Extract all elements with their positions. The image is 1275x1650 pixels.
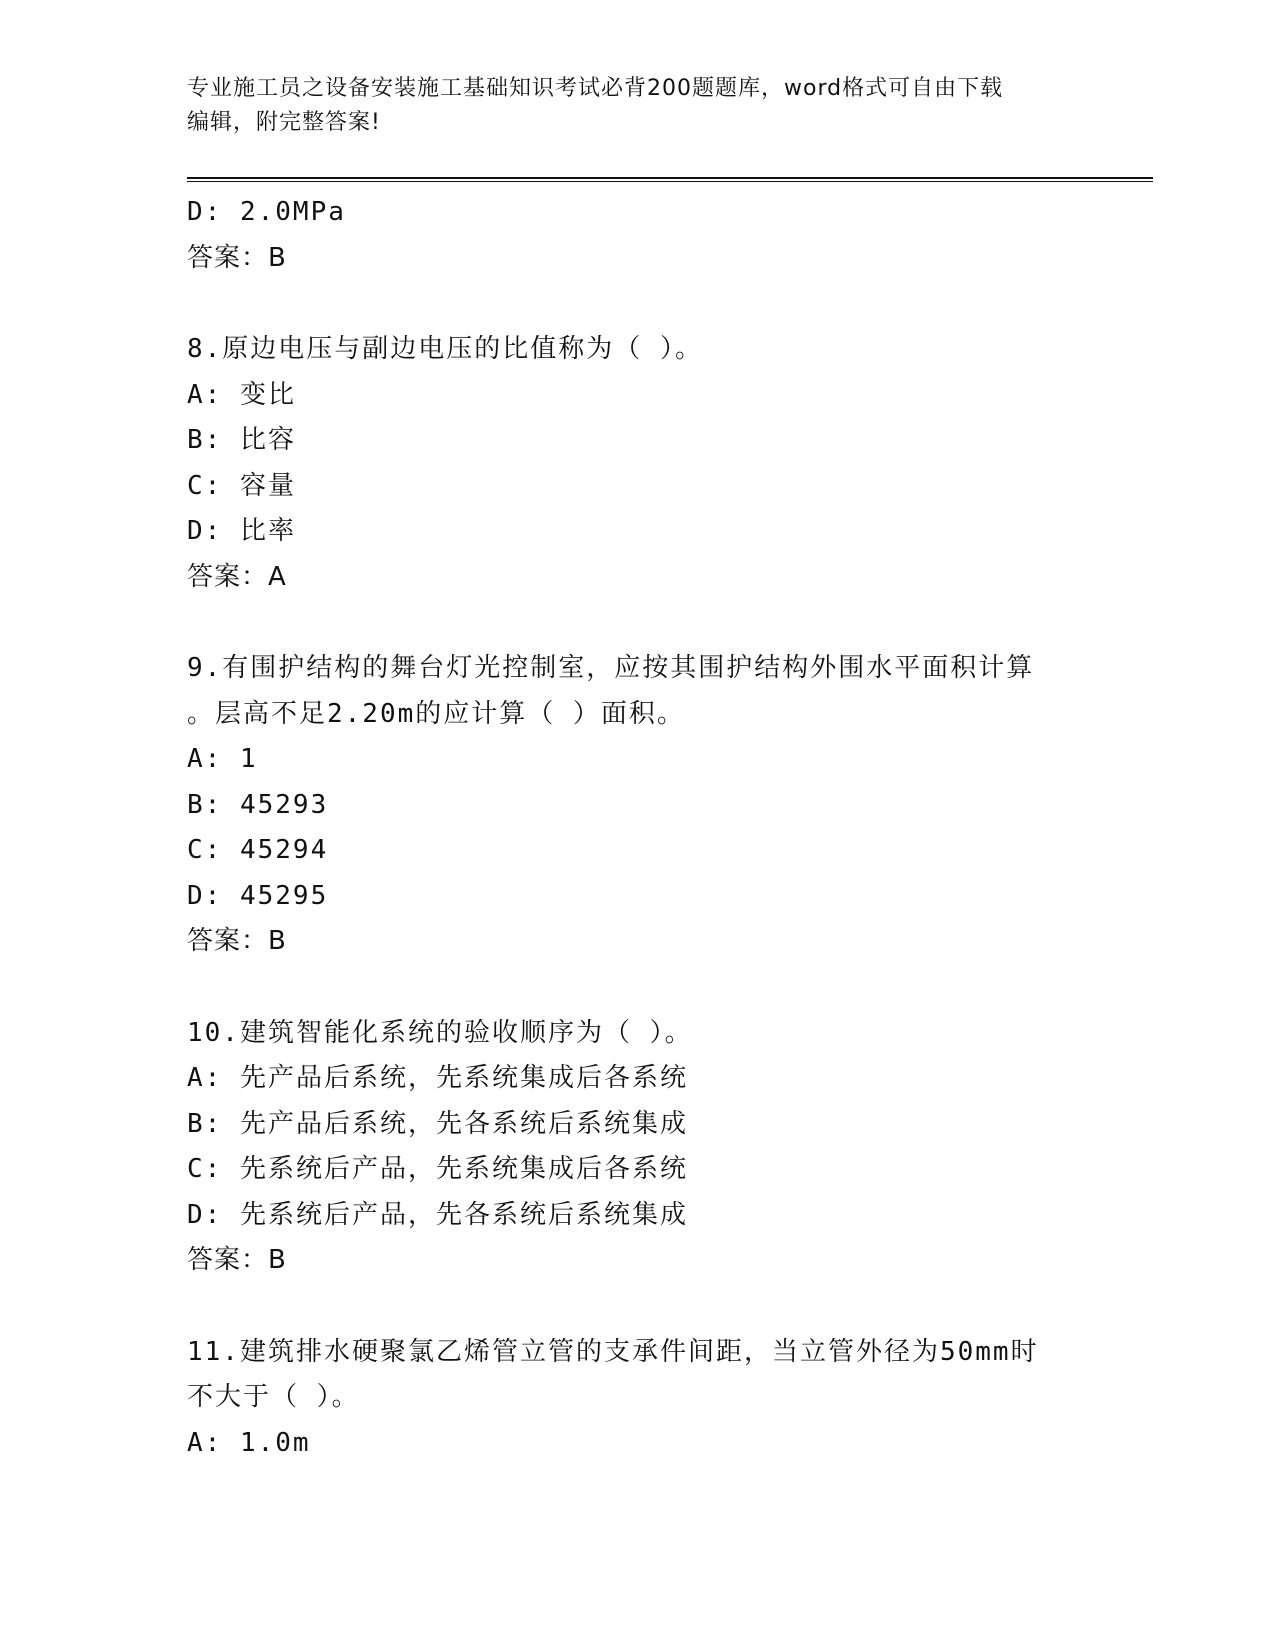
- question-gap: [187, 281, 1087, 327]
- option-a: A: 变比: [187, 379, 296, 410]
- option-c: C: 先系统后产品，先系统集成后各系统: [187, 1154, 688, 1184]
- question-stem-9-line-1: 9.有围护结构的舞台灯光控制室，应按其围护结构外围水平面积计算: [187, 653, 1035, 683]
- question-stem-11-line-1: 11.建筑排水硬聚氯乙烯管立管的支承件间距，当立管外径为50mm时: [187, 1336, 1039, 1367]
- option-a: A: 1: [187, 744, 258, 774]
- answer-line: 答案：B: [187, 926, 287, 956]
- option-d: D: 先系统后产品，先各系统后系统集成: [187, 1199, 688, 1230]
- option-d: D: 2.0MPa: [187, 197, 346, 227]
- question-stem-9-line-2: 。层高不足2.20m的应计算（ ）面积。: [187, 698, 685, 729]
- question-gap: [187, 600, 1087, 646]
- option-a: A: 先产品后系统，先系统集成后各系统: [187, 1063, 688, 1093]
- option-b: B: 45293: [187, 789, 329, 820]
- option-b: B: 先产品后系统，先各系统后系统集成: [187, 1108, 688, 1139]
- question-stem-11-line-2: 不大于（ ）。: [187, 1382, 360, 1412]
- header-title-line-2: 编辑，附完整答案!: [187, 110, 381, 135]
- page-header: [187, 72, 1087, 140]
- option-b: B: 比容: [187, 425, 296, 455]
- question-gap: [187, 965, 1087, 1011]
- header-title-line-1: 专业施工员之设备安装施工基础知识考试必背200题题库，word格式可自由下载: [187, 76, 1004, 101]
- answer-line: 答案：A: [187, 561, 287, 592]
- option-c: C: 45294: [187, 835, 329, 865]
- question-stem-10: 10.建筑智能化系统的验收顺序为（ ）。: [187, 1017, 693, 1048]
- answer-line: 答案：B: [187, 1245, 287, 1275]
- option-a: A: 1.0m: [187, 1427, 311, 1458]
- question-stem-8: 8.原边电压与副边电压的比值称为（ ）。: [187, 334, 703, 364]
- question-list: [187, 190, 1087, 1466]
- option-c: C: 容量: [187, 470, 296, 501]
- header-divider: [187, 177, 1153, 182]
- option-d: D: 45295: [187, 880, 329, 911]
- answer-line: 答案：B: [187, 242, 287, 273]
- option-d: D: 比率: [187, 516, 296, 546]
- question-gap: [187, 1284, 1087, 1330]
